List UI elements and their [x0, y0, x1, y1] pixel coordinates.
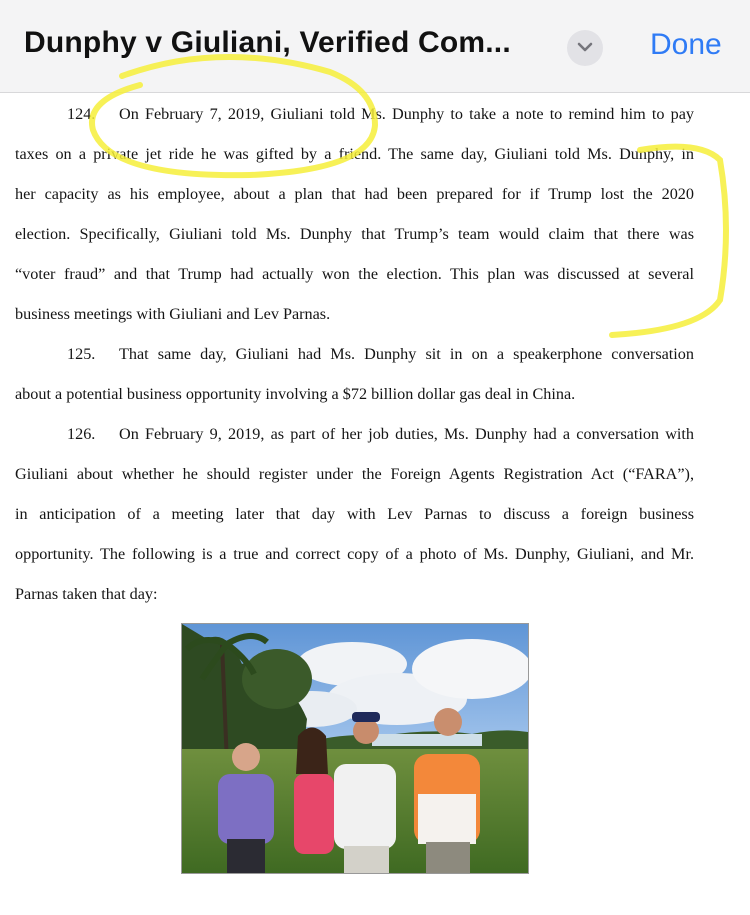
paragraph-124-line-5: “voter fraud” and that Trump had actually won the election. This plan was discussed at several — [15, 265, 694, 283]
chevron-down-icon — [577, 42, 593, 52]
paragraph-124-line-1: 124. On February 7, 2019, Giuliani told Ms. Dunphy to take a note to remind him to pay — [67, 105, 694, 123]
paragraph-126-line-4: opportunity. The following is a true and correct copy of a photo of Ms. Dunphy, Giuliani, and Mr. — [15, 545, 694, 563]
paragraph-125-line-1: 125. That same day, Giuliani had Ms. Dunphy sit in on a speakerphone conversation — [67, 345, 694, 363]
paragraph-number: 124. — [67, 105, 96, 123]
paragraph-125-line-2: about a potential business opportunity involving a $72 billion dollar gas deal in China. — [15, 385, 576, 403]
paragraph-124-line-2: taxes on a private jet ride he was gifted by a friend. The same day, Giuliani told Ms. Dunphy, in — [15, 145, 694, 163]
done-button[interactable]: Done — [650, 28, 722, 61]
golf-course-photo — [181, 623, 529, 874]
paragraph-124-line-3: her capacity as his employee, about a plan that had been prepared for if Trump lost the 2020 — [15, 185, 694, 203]
title-menu-button[interactable] — [567, 30, 603, 66]
paragraph-number: 125. — [67, 345, 96, 363]
paragraph-126-line-2: Giuliani about whether he should register under the Foreign Agents Registration Act (“FARA”), — [15, 465, 694, 483]
paragraph-124-line-6: business meetings with Giuliani and Lev Parnas. — [15, 305, 331, 323]
paragraph-126-line-1: 126. On February 9, 2019, as part of her job duties, Ms. Dunphy had a conversation with — [67, 425, 694, 443]
paragraph-124-line-4: election. Specifically, Giuliani told Ms. Dunphy that Trump’s team would claim that there was — [15, 225, 694, 243]
paragraph-126-line-3: in anticipation of a meeting later that day with Lev Parnas to discuss a foreign business — [15, 505, 694, 523]
document-title: Dunphy v Giuliani, Verified Com... — [24, 26, 511, 59]
paragraph-number: 126. — [67, 425, 96, 443]
paragraph-126-line-5: Parnas taken that day: — [15, 585, 158, 603]
document-header — [0, 0, 750, 93]
